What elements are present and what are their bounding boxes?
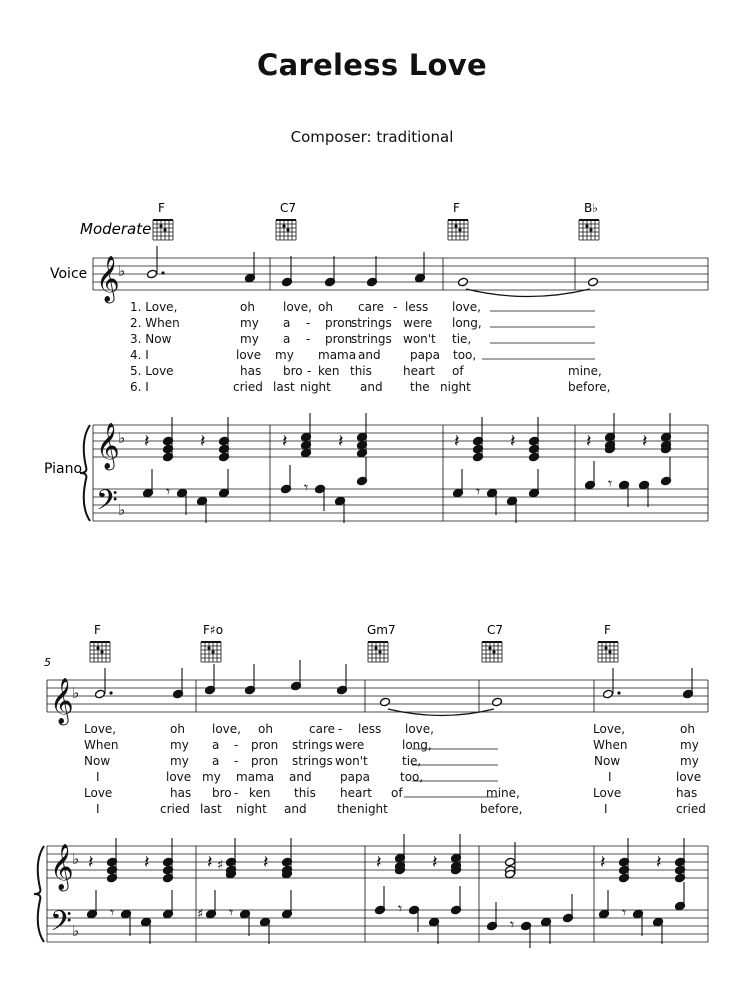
guitar-chord-diagram bbox=[201, 642, 221, 662]
lyric-syllable: bro bbox=[212, 786, 232, 800]
lyric-syllable: last bbox=[200, 802, 222, 816]
quarter-rest: 𝄽 bbox=[338, 431, 344, 452]
lyric-syllable: has bbox=[676, 786, 698, 800]
eighth-rest: 𝄾 bbox=[608, 474, 613, 493]
finger-dot bbox=[207, 646, 210, 649]
quarter-rest: 𝄽 bbox=[656, 852, 662, 873]
piano-brace bbox=[34, 846, 44, 942]
bass-clef: 𝄢 bbox=[96, 484, 118, 524]
lyric-syllable: has bbox=[170, 786, 192, 800]
key-flat: ♭ bbox=[72, 850, 80, 868]
lyric-syllable: my bbox=[170, 754, 189, 768]
lyric-syllable: oh bbox=[680, 722, 695, 736]
lyric-syllable: 1. Love, bbox=[130, 300, 178, 314]
chord-symbol: F♯o bbox=[203, 623, 224, 637]
guitar-chord-diagram bbox=[579, 220, 599, 240]
lyric-syllable: the bbox=[337, 802, 357, 816]
lyric-syllable: 3. Now bbox=[130, 332, 172, 346]
tempo-marking: Moderate bbox=[80, 220, 152, 238]
lyric-syllable: night bbox=[357, 802, 388, 816]
lyric-syllable: my bbox=[275, 348, 294, 362]
lyric-syllable: Now bbox=[594, 754, 621, 768]
lyric-syllable: strings bbox=[351, 332, 392, 346]
lyric-syllable: tie, bbox=[452, 332, 472, 346]
lyric-syllable: strings bbox=[292, 738, 333, 752]
guitar-chord-diagram bbox=[368, 642, 388, 662]
lyric-syllable: oh bbox=[170, 722, 185, 736]
lyric-syllable: I bbox=[604, 802, 608, 816]
chord-symbol: F bbox=[604, 623, 611, 637]
lyric-syllable: Love, bbox=[84, 722, 117, 736]
quarter-rest: 𝄽 bbox=[376, 852, 382, 873]
lyric-syllable: love, bbox=[212, 722, 241, 736]
lyric-syllable: my bbox=[240, 332, 259, 346]
quarter-rest: 𝄽 bbox=[586, 431, 592, 452]
lyric-syllable: night bbox=[440, 380, 471, 394]
lyric-syllable: this bbox=[350, 364, 372, 378]
finger-dot bbox=[211, 650, 214, 653]
lyric-syllable: Love, bbox=[593, 722, 626, 736]
lyric-syllable: papa bbox=[410, 348, 440, 362]
sharp: ♯ bbox=[197, 907, 204, 922]
chord-symbol: F bbox=[94, 623, 101, 637]
lyric-syllable: mine, bbox=[568, 364, 602, 378]
lyric-syllable: Love bbox=[84, 786, 113, 800]
lyric-syllable: care bbox=[358, 300, 385, 314]
lyric-syllable: I bbox=[96, 770, 100, 784]
treble-clef: 𝄞 bbox=[50, 678, 74, 724]
lyric-syllable: my bbox=[202, 770, 221, 784]
piano-treble-staff bbox=[93, 425, 708, 457]
quarter-rest: 𝄽 bbox=[282, 431, 288, 452]
lyric-syllable: - bbox=[338, 722, 343, 736]
finger-dot bbox=[608, 650, 611, 653]
guitar-chord-diagram bbox=[276, 220, 296, 240]
quarter-rest: 𝄽 bbox=[642, 431, 648, 452]
lyric-syllable: mama bbox=[318, 348, 357, 362]
key-flat: ♭ bbox=[118, 262, 126, 280]
lyric-syllable: before, bbox=[568, 380, 611, 394]
lyric-syllable: my bbox=[170, 738, 189, 752]
lyric-syllable: - bbox=[234, 786, 239, 800]
lyric-syllable: of bbox=[391, 786, 403, 800]
lyric-syllable: I bbox=[608, 770, 612, 784]
whole-note bbox=[588, 277, 599, 287]
lyric-syllable: a bbox=[212, 738, 220, 752]
lyric-syllable: - bbox=[306, 332, 311, 346]
quarter-rest: 𝄽 bbox=[88, 852, 94, 873]
finger-dot bbox=[282, 224, 285, 227]
bass-clef: 𝄢 bbox=[50, 905, 72, 945]
quarter-rest: 𝄽 bbox=[263, 852, 269, 873]
finger-dot bbox=[286, 228, 289, 231]
finger-dot bbox=[585, 224, 588, 227]
finger-dot bbox=[378, 650, 381, 653]
lyric-syllable: - bbox=[393, 300, 398, 314]
lyric-syllable: has bbox=[240, 364, 262, 378]
guitar-chord-diagram bbox=[482, 642, 502, 662]
lyric-syllable: heart bbox=[403, 364, 435, 378]
eighth-rest: 𝄾 bbox=[166, 482, 171, 501]
whole-note bbox=[492, 697, 503, 707]
lyric-syllable: strings bbox=[292, 754, 333, 768]
chord-symbol: F bbox=[158, 201, 165, 215]
lyric-syllable: love, bbox=[452, 300, 481, 314]
finger-dot bbox=[163, 228, 166, 231]
lyric-syllable: pron bbox=[325, 316, 353, 330]
half-note bbox=[603, 689, 614, 699]
finger-dot bbox=[96, 646, 99, 649]
dot bbox=[617, 691, 620, 694]
lyric-syllable: the bbox=[410, 380, 430, 394]
lyric-syllable: Love bbox=[593, 786, 622, 800]
lyric-syllable: I bbox=[96, 802, 100, 816]
guitar-chord-diagram bbox=[153, 220, 173, 240]
lyric-syllable: pron bbox=[251, 754, 279, 768]
lyric-syllable: - bbox=[234, 754, 239, 768]
chord-symbol: F bbox=[453, 201, 460, 215]
quarter-rest: 𝄽 bbox=[600, 852, 606, 873]
chord-symbols-system-1 bbox=[158, 201, 598, 215]
whole-note bbox=[380, 697, 391, 707]
lyric-syllable: oh bbox=[258, 722, 273, 736]
key-flat: ♭ bbox=[118, 501, 126, 519]
eighth-rest: 𝄾 bbox=[304, 478, 309, 497]
lyric-syllable: mama bbox=[236, 770, 275, 784]
lyric-syllable: night bbox=[236, 802, 267, 816]
lyric-syllable: before, bbox=[480, 802, 523, 816]
lyric-syllable: bro bbox=[283, 364, 303, 378]
quarter-rest: 𝄽 bbox=[432, 852, 438, 873]
quarter-rest: 𝄽 bbox=[144, 852, 150, 873]
lyric-syllable: of bbox=[452, 364, 464, 378]
lyric-syllable: 4. I bbox=[130, 348, 149, 362]
lyric-syllable: too, bbox=[400, 770, 424, 784]
lyric-syllable: mine, bbox=[486, 786, 520, 800]
lyric-syllable: 5. Love bbox=[130, 364, 174, 378]
lyric-syllable: love, bbox=[283, 300, 312, 314]
lyric-syllable: were bbox=[335, 738, 365, 752]
note-head bbox=[505, 857, 516, 867]
half-note bbox=[95, 689, 106, 699]
lyric-syllable: When bbox=[593, 738, 628, 752]
lyric-syllable: long, bbox=[402, 738, 432, 752]
lyric-syllable: were bbox=[403, 316, 433, 330]
lyric-syllable: strings bbox=[351, 316, 392, 330]
voice-label: Voice bbox=[50, 266, 88, 282]
eighth-rest: 𝄾 bbox=[622, 903, 627, 922]
lyric-syllable: heart bbox=[340, 786, 372, 800]
eighth-rest: 𝄾 bbox=[510, 915, 515, 934]
guitar-chord-diagram bbox=[598, 642, 618, 662]
lyric-syllable: and bbox=[284, 802, 307, 816]
eighth-rest: 𝄾 bbox=[229, 903, 234, 922]
lyric-syllable: 6. I bbox=[130, 380, 149, 394]
sharp: ♯ bbox=[217, 858, 224, 873]
eighth-rest: 𝄾 bbox=[398, 899, 403, 918]
treble-clef: 𝄞 bbox=[96, 256, 120, 302]
chord-symbol: Gm7 bbox=[367, 623, 396, 637]
lyric-syllable: my bbox=[680, 754, 699, 768]
lyric-syllable: a bbox=[212, 754, 220, 768]
lyric-syllable: tie, bbox=[402, 754, 422, 768]
lyric-syllable: love bbox=[236, 348, 262, 362]
lyric-syllable: a bbox=[283, 316, 291, 330]
finger-dot bbox=[492, 650, 495, 653]
treble-clef: 𝄞 bbox=[50, 844, 74, 890]
lyric-syllable: 2. When bbox=[130, 316, 180, 330]
whole-note bbox=[458, 277, 469, 287]
lyric-syllable: cried bbox=[233, 380, 263, 394]
lyric-syllable: long, bbox=[452, 316, 482, 330]
chord-symbol: C7 bbox=[487, 623, 504, 637]
finger-dot bbox=[159, 224, 162, 227]
composer-credit: Composer: traditional bbox=[290, 128, 454, 146]
lyric-syllable: pron bbox=[325, 332, 353, 346]
lyric-syllable: less bbox=[358, 722, 382, 736]
quarter-rest: 𝄽 bbox=[454, 431, 460, 452]
lyric-syllable: love bbox=[166, 770, 192, 784]
lyric-syllable: oh bbox=[318, 300, 333, 314]
lyric-syllable: this bbox=[294, 786, 316, 800]
lyric-syllable: cried bbox=[676, 802, 706, 816]
key-flat: ♭ bbox=[72, 922, 80, 940]
lyric-syllable: my bbox=[680, 738, 699, 752]
eighth-rest: 𝄾 bbox=[110, 903, 115, 922]
lyric-syllable: - bbox=[307, 364, 312, 378]
piano-brace bbox=[80, 425, 90, 521]
lyric-syllable: and bbox=[289, 770, 312, 784]
quarter-rest: 𝄽 bbox=[207, 852, 213, 873]
measure-number: 5 bbox=[44, 656, 51, 669]
voice-staff bbox=[93, 258, 708, 290]
piano-label: Piano bbox=[44, 461, 83, 477]
finger-dot bbox=[488, 646, 491, 649]
eighth-rest: 𝄾 bbox=[476, 482, 481, 501]
lyric-syllable: - bbox=[306, 316, 311, 330]
lyric-syllable: night bbox=[300, 380, 331, 394]
treble-clef: 𝄞 bbox=[96, 423, 120, 469]
lyric-syllable: a bbox=[283, 332, 291, 346]
finger-dot bbox=[454, 224, 457, 227]
finger-dot bbox=[604, 646, 607, 649]
quarter-rest: 𝄽 bbox=[144, 431, 150, 452]
guitar-chord-diagram bbox=[90, 642, 110, 662]
lyric-syllable: papa bbox=[340, 770, 370, 784]
lyric-syllable: When bbox=[84, 738, 119, 752]
lyric-syllable: ken bbox=[318, 364, 340, 378]
lyric-syllable: cried bbox=[160, 802, 190, 816]
finger-dot bbox=[100, 650, 103, 653]
lyric-syllable: love, bbox=[405, 722, 434, 736]
guitar-chord-diagram bbox=[448, 220, 468, 240]
score-title: Careless Love bbox=[257, 48, 487, 82]
lyric-syllable: Now bbox=[84, 754, 111, 768]
quarter-rest: 𝄽 bbox=[510, 431, 516, 452]
lyric-syllable: won't bbox=[403, 332, 436, 346]
lyric-syllable: care bbox=[309, 722, 336, 736]
lyric-syllable: pron bbox=[251, 738, 279, 752]
lyric-syllable: and bbox=[358, 348, 381, 362]
dot bbox=[109, 691, 112, 694]
chord-symbols-system-2 bbox=[94, 623, 611, 637]
key-flat: ♭ bbox=[118, 429, 126, 447]
lyric-syllable: ken bbox=[249, 786, 271, 800]
lyric-syllable: last bbox=[273, 380, 295, 394]
lyric-syllable: oh bbox=[240, 300, 255, 314]
lyric-syllable: - bbox=[234, 738, 239, 752]
chord-symbol: C7 bbox=[280, 201, 297, 215]
lyric-syllable: too, bbox=[453, 348, 477, 362]
finger-dot bbox=[374, 646, 377, 649]
lyric-syllable: less bbox=[405, 300, 429, 314]
half-note bbox=[147, 269, 158, 279]
finger-dot bbox=[458, 228, 461, 231]
key-flat: ♭ bbox=[72, 684, 80, 702]
lyric-syllable: and bbox=[360, 380, 383, 394]
lyric-syllable: my bbox=[240, 316, 259, 330]
lyric-syllable: won't bbox=[335, 754, 368, 768]
quarter-rest: 𝄽 bbox=[200, 431, 206, 452]
lyric-syllable: love bbox=[676, 770, 702, 784]
chord-symbol: B♭ bbox=[584, 201, 598, 215]
dot bbox=[161, 271, 164, 274]
finger-dot bbox=[589, 228, 592, 231]
